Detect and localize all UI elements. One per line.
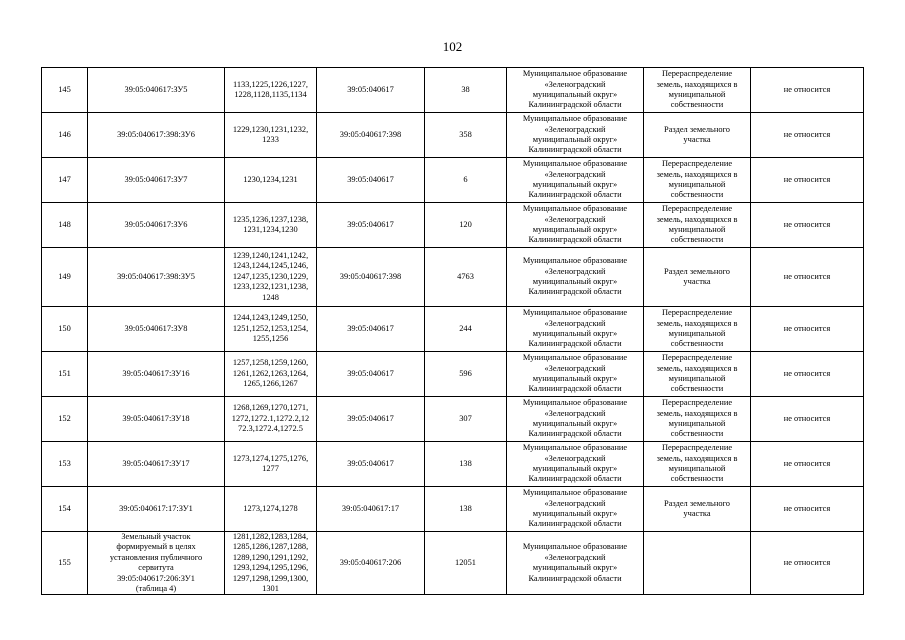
row-number-cell: 152 bbox=[42, 397, 88, 442]
table-row bbox=[42, 442, 864, 487]
cadastral-number-cell: 39:05:040617:17:ЗУ1 bbox=[88, 487, 225, 532]
cadastral-number-cell: 39:05:040617:ЗУ6 bbox=[88, 203, 225, 248]
area-cell: 596 bbox=[425, 352, 507, 397]
owner-cell: Муниципальное образование «Зеленоградский муниципальный округ» Калининградской области bbox=[507, 307, 644, 352]
cadastral-quarter-cell: 39:05:040617:206 bbox=[317, 532, 425, 595]
cadastral-number-cell: 39:05:040617:ЗУ17 bbox=[88, 442, 225, 487]
page-number: 102 bbox=[442, 39, 463, 54]
forest-fund-cell: не относится bbox=[751, 113, 864, 158]
row-number-cell: 147 bbox=[42, 158, 88, 203]
boundary-points-cell: 1268,1269,1270,1271, 1272,1272.1,1272.2,12 72.3,1272.4,1272.5 bbox=[225, 397, 317, 442]
formation-method-cell: Перераспределение земель, находящихся в муниципальной собственности bbox=[644, 397, 751, 442]
cadastral-quarter-cell: 39:05:040617 bbox=[317, 158, 425, 203]
row-number-cell: 148 bbox=[42, 203, 88, 248]
forest-fund-cell: не относится bbox=[751, 352, 864, 397]
cadastral-quarter-cell: 39:05:040617:398 bbox=[317, 113, 425, 158]
row-number-cell: 153 bbox=[42, 442, 88, 487]
table-row bbox=[42, 307, 864, 352]
forest-fund-cell: не относится bbox=[751, 442, 864, 487]
area-cell: 38 bbox=[425, 68, 507, 113]
formation-method-cell: Перераспределение земель, находящихся в муниципальной собственности bbox=[644, 203, 751, 248]
cadastral-number-cell: 39:05:040617:ЗУ16 bbox=[88, 352, 225, 397]
formation-method-cell bbox=[644, 532, 751, 595]
forest-fund-cell: не относится bbox=[751, 248, 864, 307]
area-cell: 138 bbox=[425, 487, 507, 532]
table-row bbox=[42, 352, 864, 397]
cadastral-number-cell: 39:05:040617:ЗУ5 bbox=[88, 68, 225, 113]
boundary-points-cell: 1133,1225,1226,1227, 1228,1128,1135,1134 bbox=[225, 68, 317, 113]
cadastral-number-cell: 39:05:040617:ЗУ7 bbox=[88, 158, 225, 203]
table-row bbox=[42, 68, 864, 113]
cadastral-quarter-cell: 39:05:040617 bbox=[317, 352, 425, 397]
formation-method-cell: Перераспределение земель, находящихся в муниципальной собственности bbox=[644, 442, 751, 487]
cadastral-quarter-cell: 39:05:040617 bbox=[317, 307, 425, 352]
area-cell: 120 bbox=[425, 203, 507, 248]
formation-method-cell: Перераспределение земель, находящихся в муниципальной собственности bbox=[644, 68, 751, 113]
forest-fund-cell: не относится bbox=[751, 532, 864, 595]
cadastral-number-cell: 39:05:040617:398:ЗУ5 bbox=[88, 248, 225, 307]
cadastral-quarter-cell: 39:05:040617 bbox=[317, 68, 425, 113]
area-cell: 138 bbox=[425, 442, 507, 487]
cadastral-quarter-cell: 39:05:040617 bbox=[317, 397, 425, 442]
forest-fund-cell: не относится bbox=[751, 307, 864, 352]
row-number-cell: 149 bbox=[42, 248, 88, 307]
cadastral-quarter-cell: 39:05:040617:17 bbox=[317, 487, 425, 532]
forest-fund-cell: не относится bbox=[751, 68, 864, 113]
boundary-points-cell: 1235,1236,1237,1238, 1231,1234,1230 bbox=[225, 203, 317, 248]
table-row bbox=[42, 113, 864, 158]
area-cell: 244 bbox=[425, 307, 507, 352]
row-number-cell: 154 bbox=[42, 487, 88, 532]
boundary-points-cell: 1230,1234,1231 bbox=[225, 158, 317, 203]
forest-fund-cell: не относится bbox=[751, 397, 864, 442]
row-number-cell: 151 bbox=[42, 352, 88, 397]
boundary-points-cell: 1281,1282,1283,1284, 1285,1286,1287,1288, 1289,1290,1291,1292, 1293,1294,1295,1296, 1297,1298,1299,1300, 1301 bbox=[225, 532, 317, 595]
cadastral-number-cell: 39:05:040617:ЗУ8 bbox=[88, 307, 225, 352]
cadastral-number-cell: 39:05:040617:398:ЗУ6 bbox=[88, 113, 225, 158]
cadastral-number-cell: 39:05:040617:ЗУ18 bbox=[88, 397, 225, 442]
owner-cell: Муниципальное образование «Зеленоградский муниципальный округ» Калининградской области bbox=[507, 113, 644, 158]
cadastral-quarter-cell: 39:05:040617 bbox=[317, 442, 425, 487]
land-plots-table bbox=[41, 67, 864, 595]
table-row bbox=[42, 487, 864, 532]
owner-cell: Муниципальное образование «Зеленоградский муниципальный округ» Калининградской области bbox=[507, 68, 644, 113]
area-cell: 6 bbox=[425, 158, 507, 203]
forest-fund-cell: не относится bbox=[751, 158, 864, 203]
formation-method-cell: Перераспределение земель, находящихся в муниципальной собственности bbox=[644, 352, 751, 397]
forest-fund-cell: не относится bbox=[751, 487, 864, 532]
table-row bbox=[42, 397, 864, 442]
owner-cell: Муниципальное образование «Зеленоградский муниципальный округ» Калининградской области bbox=[507, 532, 644, 595]
formation-method-cell: Раздел земельного участка bbox=[644, 487, 751, 532]
boundary-points-cell: 1229,1230,1231,1232, 1233 bbox=[225, 113, 317, 158]
owner-cell: Муниципальное образование «Зеленоградский муниципальный округ» Калининградской области bbox=[507, 158, 644, 203]
area-cell: 358 bbox=[425, 113, 507, 158]
row-number-cell: 155 bbox=[42, 532, 88, 595]
formation-method-cell: Раздел земельного участка bbox=[644, 113, 751, 158]
boundary-points-cell: 1244,1243,1249,1250, 1251,1252,1253,1254, 1255,1256 bbox=[225, 307, 317, 352]
boundary-points-cell: 1257,1258,1259,1260, 1261,1262,1263,1264, 1265,1266,1267 bbox=[225, 352, 317, 397]
formation-method-cell: Перераспределение земель, находящихся в муниципальной собственности bbox=[644, 307, 751, 352]
table-row bbox=[42, 532, 864, 595]
cadastral-quarter-cell: 39:05:040617:398 bbox=[317, 248, 425, 307]
owner-cell: Муниципальное образование «Зеленоградский муниципальный округ» Калининградской области bbox=[507, 203, 644, 248]
boundary-points-cell: 1273,1274,1278 bbox=[225, 487, 317, 532]
area-cell: 4763 bbox=[425, 248, 507, 307]
formation-method-cell: Перераспределение земель, находящихся в муниципальной собственности bbox=[644, 158, 751, 203]
cadastral-quarter-cell: 39:05:040617 bbox=[317, 203, 425, 248]
owner-cell: Муниципальное образование «Зеленоградский муниципальный округ» Калининградской области bbox=[507, 442, 644, 487]
forest-fund-cell: не относится bbox=[751, 203, 864, 248]
owner-cell: Муниципальное образование «Зеленоградский муниципальный округ» Калининградской области bbox=[507, 487, 644, 532]
owner-cell: Муниципальное образование «Зеленоградский муниципальный округ» Калининградской области bbox=[507, 397, 644, 442]
area-cell: 12051 bbox=[425, 532, 507, 595]
row-number-cell: 145 bbox=[42, 68, 88, 113]
table-row bbox=[42, 158, 864, 203]
area-cell: 307 bbox=[425, 397, 507, 442]
boundary-points-cell: 1273,1274,1275,1276, 1277 bbox=[225, 442, 317, 487]
table-row bbox=[42, 248, 864, 307]
table-row bbox=[42, 203, 864, 248]
boundary-points-cell: 1239,1240,1241,1242, 1243,1244,1245,1246, 1247,1235,1230,1229, 1233,1232,1231,1238, 1248 bbox=[225, 248, 317, 307]
formation-method-cell: Раздел земельного участка bbox=[644, 248, 751, 307]
row-number-cell: 150 bbox=[42, 307, 88, 352]
row-number-cell: 146 bbox=[42, 113, 88, 158]
cadastral-number-cell: Земельный участок формируемый в целях установления публичного сервитута 39:05:040617:206:ЗУ1 (таблица 4) bbox=[88, 532, 225, 595]
owner-cell: Муниципальное образование «Зеленоградский муниципальный округ» Калининградской области bbox=[507, 248, 644, 307]
owner-cell: Муниципальное образование «Зеленоградский муниципальный округ» Калининградской области bbox=[507, 352, 644, 397]
